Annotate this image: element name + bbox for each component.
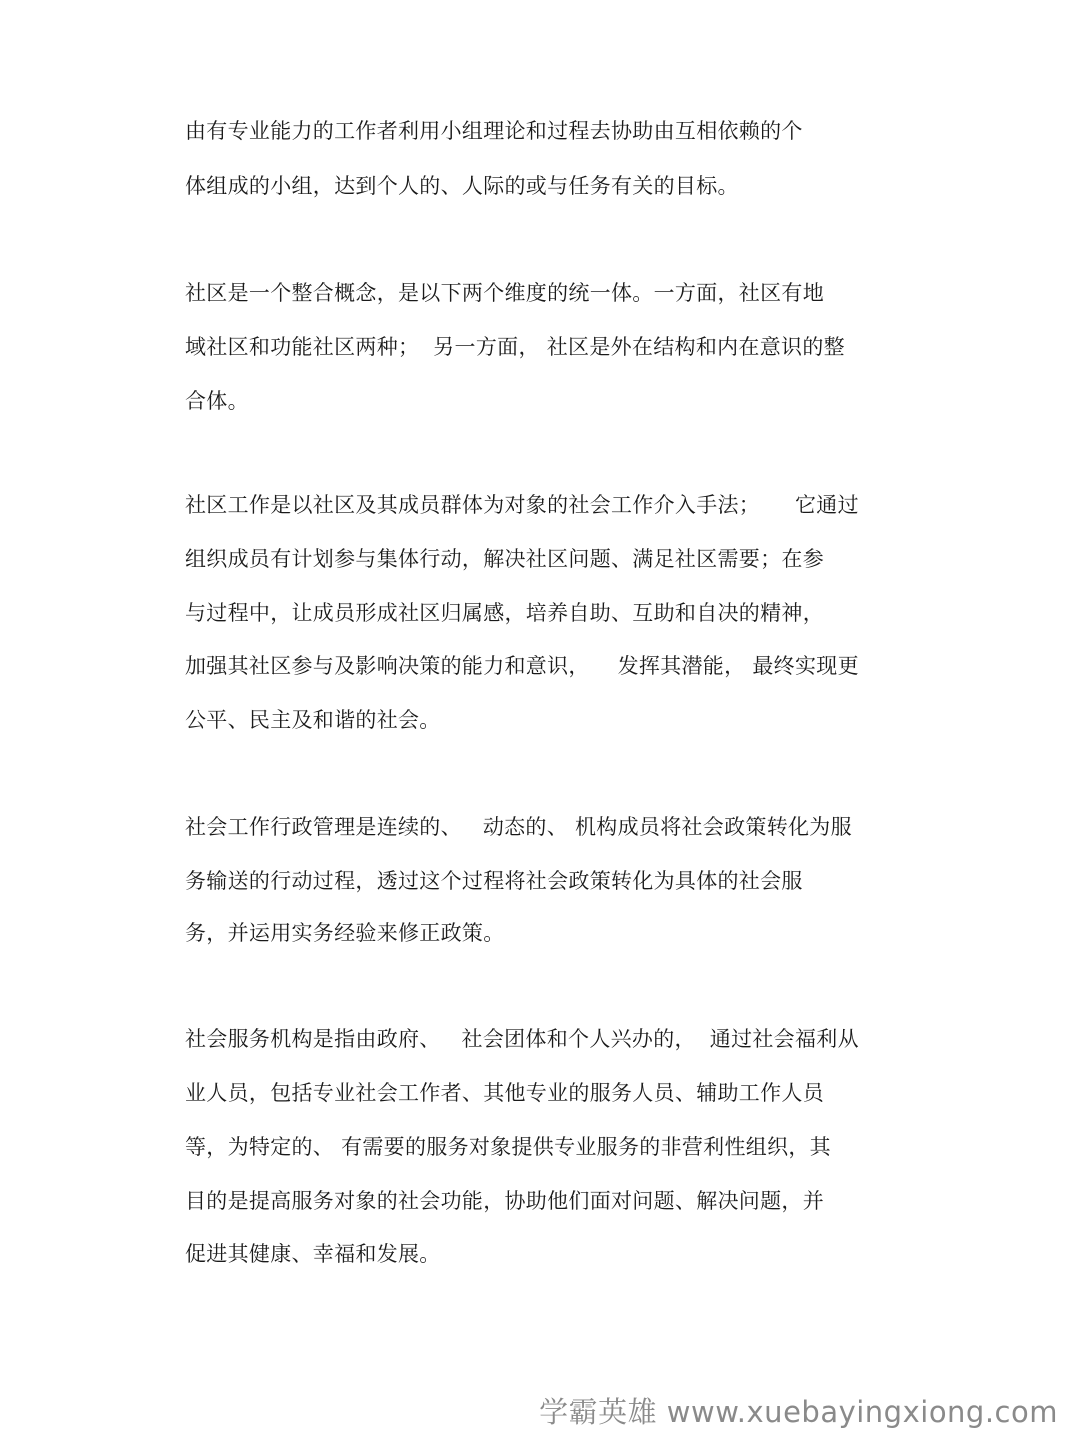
paragraph-3-line-3: 与过程中，让成员形成社区归属感，培养自助、互助和自决的精神，: [185, 601, 824, 625]
paragraph-5-line-1: 社会服务机构是指由政府、 社会团体和个人兴办的， 通过社会福利从: [185, 1027, 859, 1051]
paragraph-4-line-1: 社会工作行政管理是连续的、 动态的、 机构成员将社会政策转化为服: [185, 815, 852, 839]
paragraph-2-line-1: 社区是一个整合概念，是以下两个维度的统一体。一方面，社区有地: [185, 281, 824, 305]
paragraph-3-line-1: 社区工作是以社区及其成员群体为对象的社会工作介入手法； 它通过: [185, 493, 859, 517]
paragraph-3-line-5: 公平、民主及和谐的社会。: [185, 708, 441, 732]
paragraph-2-line-3: 合体。: [185, 389, 249, 413]
paragraph-5-line-5: 促进其健康、幸福和发展。: [185, 1242, 441, 1266]
paragraph-4-line-3: 务，并运用实务经验来修正政策。: [185, 921, 505, 945]
paragraph-1-line-1: 由有专业能力的工作者利用小组理论和过程去协助由互相依赖的个: [185, 119, 803, 143]
paragraph-2-line-2: 域社区和功能社区两种； 另一方面， 社区是外在结构和内在意识的整: [185, 335, 845, 359]
paragraph-5-line-4: 目的是提高服务对象的社会功能，协助他们面对问题、解决问题，并: [185, 1189, 824, 1213]
paragraph-1-line-2: 体组成的小组，达到个人的、人际的或与任务有关的目标。: [185, 174, 739, 198]
paragraph-4-line-2: 务输送的行动过程，透过这个过程将社会政策转化为具体的社会服: [185, 869, 803, 893]
paragraph-3-line-2: 组织成员有计划参与集体行动，解决社区问题、满足社区需要；在参: [185, 547, 824, 571]
paragraph-5-line-2: 业人员，包括专业社会工作者、其他专业的服务人员、辅助工作人员: [185, 1081, 824, 1105]
paragraph-3-line-4: 加强其社区参与及影响决策的能力和意识， 发挥其潜能， 最终实现更: [185, 654, 859, 678]
paragraph-5-line-3: 等，为特定的、 有需要的服务对象提供专业服务的非营利性组织，其: [185, 1135, 831, 1159]
site-watermark: 学霸英雄 www.xuebayingxiong.com: [539, 1395, 1058, 1429]
